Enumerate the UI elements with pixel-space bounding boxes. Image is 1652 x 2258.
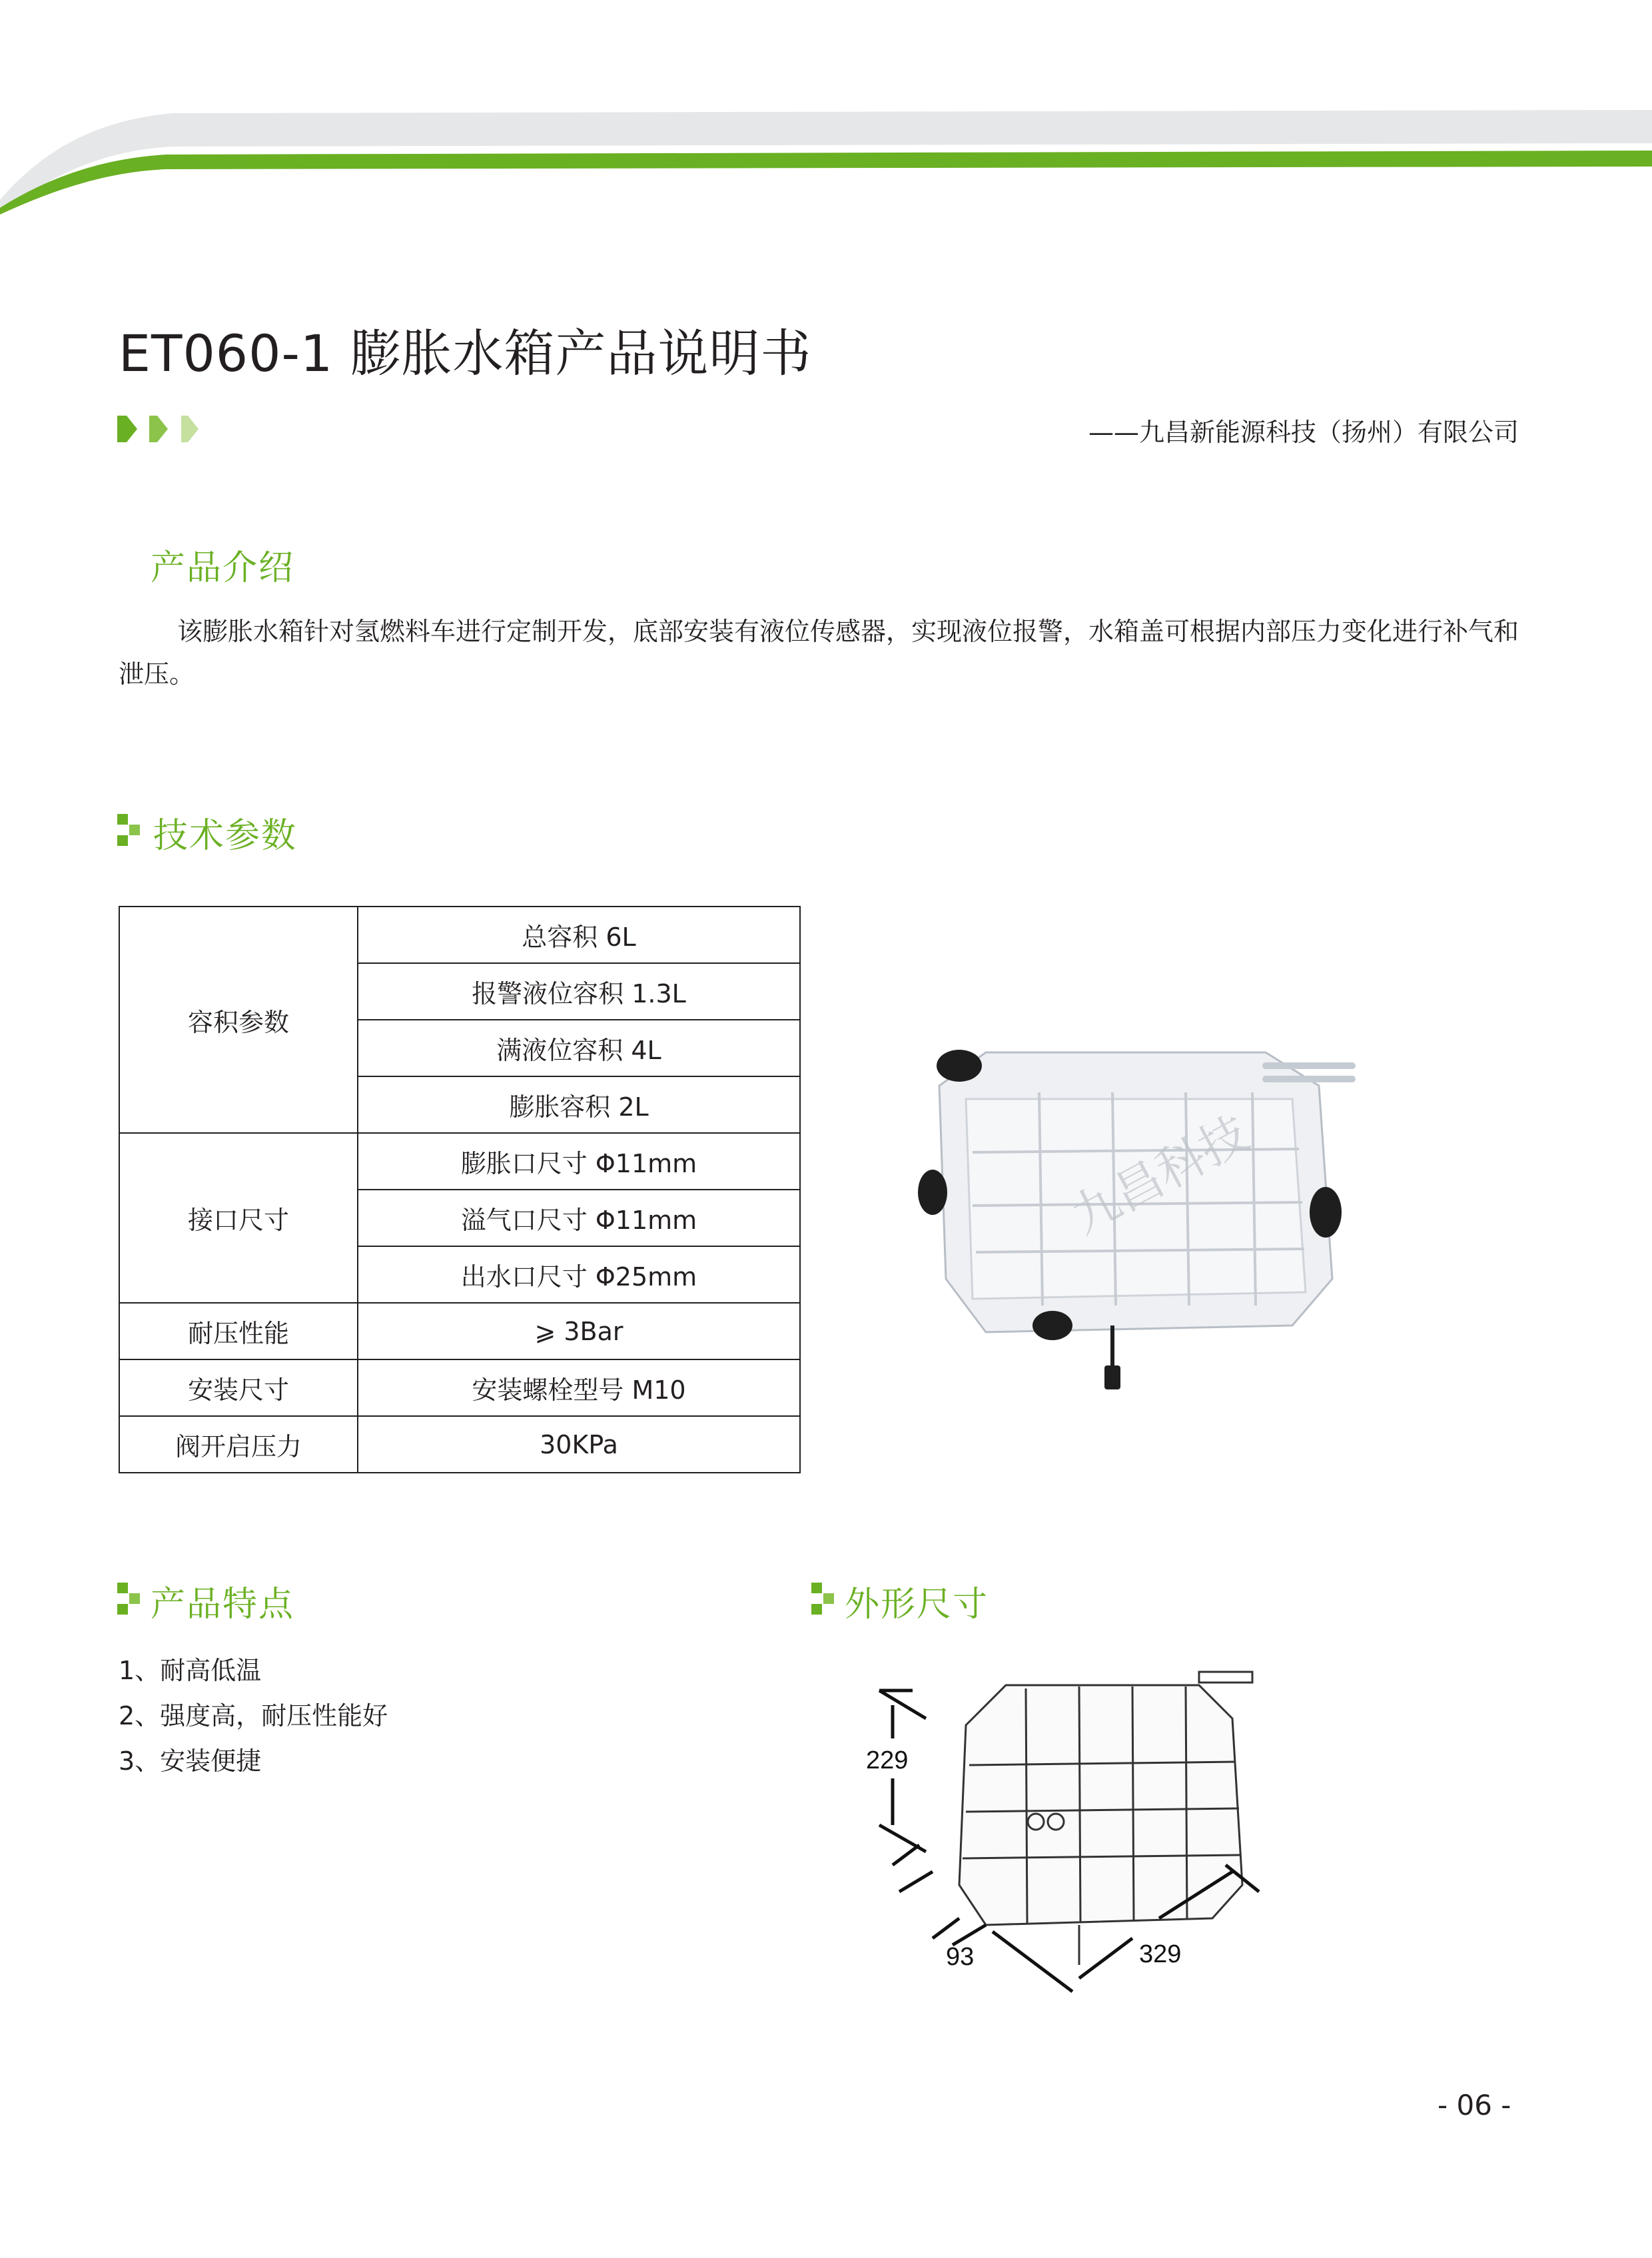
param-value: 满液位容积 4L [358, 1020, 800, 1076]
table-row [119, 907, 800, 963]
section-title-dimensions: 外形尺寸 [845, 1585, 989, 1625]
photo-watermark: 九昌科技 [1062, 1105, 1258, 1245]
params-table [119, 906, 801, 1473]
param-value: 出水口尺寸 Φ25mm [358, 1246, 800, 1303]
page-number: - 06 - [1438, 2089, 1511, 2121]
dim-height-label: 229 [866, 1746, 909, 1774]
section-bullet-icon [117, 813, 147, 847]
section-bullet-icon [117, 1581, 147, 1616]
param-group-label: 接口尺寸 [119, 1133, 358, 1303]
company-name: ——九昌新能源科技（扬州）有限公司 [1088, 418, 1519, 447]
param-value: 30KPa [358, 1416, 800, 1473]
param-value: 安装螺栓型号 M10 [358, 1359, 800, 1416]
document-title: ET060-1 膨胀水箱产品说明书 [119, 324, 812, 383]
table-row [119, 1359, 800, 1416]
param-value: 膨胀容积 2L [358, 1076, 800, 1133]
param-value: ⩾ 3Bar [358, 1303, 800, 1359]
param-group-label: 阀开启压力 [119, 1416, 358, 1473]
table-row [119, 1133, 800, 1190]
param-value: 报警液位容积 1.3L [358, 963, 800, 1020]
param-value: 膨胀口尺寸 Φ11mm [358, 1133, 800, 1190]
dim-depth-label: 93 [946, 1943, 975, 1971]
product-photo [893, 1012, 1372, 1412]
section-bullet-icon [811, 1581, 841, 1616]
param-group-label: 安装尺寸 [119, 1359, 358, 1416]
param-value: 总容积 6L [358, 907, 800, 963]
param-group-label: 耐压性能 [119, 1303, 358, 1359]
title-arrows-icon [117, 413, 204, 445]
features-list [119, 1648, 388, 1784]
dim-width-label: 329 [1139, 1940, 1182, 1968]
intro-paragraph: 该膨胀水箱针对氢燃料车进行定制开发，底部安装有液位传感器，实现液位报警，水箱盖可根据内部压力变化进行补气和泄压。 [119, 617, 1519, 689]
param-value: 溢气口尺寸 Φ11mm [358, 1190, 800, 1246]
header-swoosh [0, 0, 1652, 226]
list-item: 3、安装便捷 [119, 1746, 262, 1776]
section-title-intro: 产品介绍 [151, 548, 295, 588]
dimension-drawing [853, 1645, 1306, 2032]
table-row [119, 1416, 800, 1473]
list-item: 2、强度高，耐压性能好 [119, 1701, 388, 1730]
list-item: 1、耐高低温 [119, 1656, 262, 1685]
param-group-label: 容积参数 [119, 907, 358, 1133]
section-title-params: 技术参数 [153, 816, 298, 856]
section-title-features: 产品特点 [151, 1585, 295, 1625]
table-row [119, 1303, 800, 1359]
